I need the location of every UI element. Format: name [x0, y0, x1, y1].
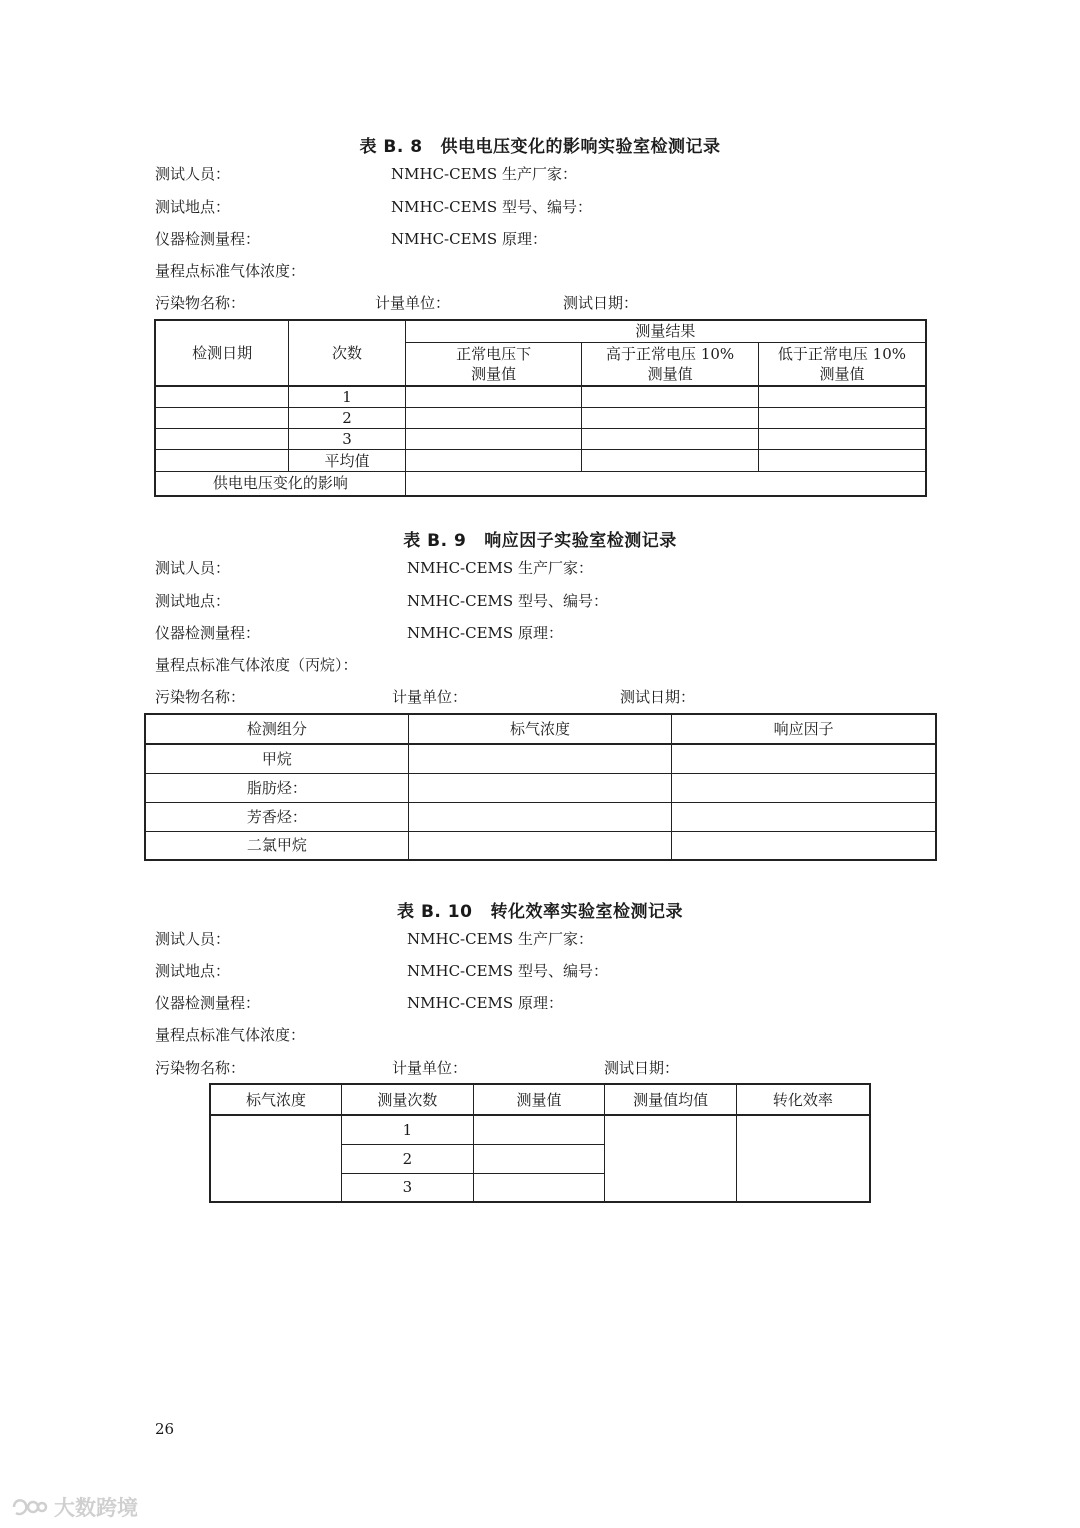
b10-header-std-gas: 标气浓度 — [210, 1084, 342, 1115]
table-b9-title-text: 响应因子实验室检测记录 — [484, 531, 677, 551]
table-row — [155, 472, 926, 496]
table-cell — [582, 408, 759, 429]
table-cell — [758, 386, 926, 408]
b10-row-count: 1 — [342, 1115, 474, 1144]
b10-unit-label: 计量单位： — [392, 1059, 468, 1077]
table-b10 — [209, 1083, 871, 1203]
table-b9-title — [0, 526, 1080, 551]
b8-footer-label: 供电电压变化的影响 — [155, 472, 405, 496]
b9-tester-label: 测试人员： — [155, 559, 231, 577]
b10-row-count: 3 — [342, 1173, 474, 1202]
b10-header-efficiency: 转化效率 — [736, 1084, 870, 1115]
b9-header-response-factor: 响应因子 — [672, 714, 936, 744]
b9-principle-label: NMHC-CEMS 原理： — [407, 624, 563, 642]
table-cell — [408, 773, 671, 802]
table-cell — [155, 450, 289, 472]
b8-principle-label: NMHC-CEMS 原理： — [391, 230, 547, 248]
table-row — [155, 450, 926, 472]
b8-header-high-line1: 高于正常电压 10% — [606, 344, 735, 363]
b8-location-label: 测试地点： — [155, 198, 231, 216]
table-cell — [405, 386, 582, 408]
b9-header-component: 检测组分 — [145, 714, 408, 744]
table-cell — [405, 408, 582, 429]
table-cell — [473, 1115, 605, 1144]
b10-principle-label: NMHC-CEMS 原理： — [407, 994, 563, 1012]
b10-pollutant-label: 污染物名称： — [155, 1059, 246, 1077]
b8-date-label: 测试日期： — [563, 294, 639, 312]
b8-unit-label: 计量单位： — [375, 294, 451, 312]
table-cell — [582, 386, 759, 408]
table-cell — [582, 450, 759, 472]
table-cell — [405, 450, 582, 472]
b8-row-count: 2 — [289, 408, 406, 429]
table-row — [145, 831, 936, 860]
table-b8-title-number: 表 B. 8 — [359, 137, 423, 157]
table-b9-title-number: 表 B. 9 — [403, 531, 467, 551]
b10-range-label: 仪器检测量程： — [155, 994, 261, 1012]
b8-header-low-line1: 低于正常电压 10% — [777, 344, 906, 363]
b10-header-value: 测量值 — [473, 1084, 605, 1115]
table-cell — [672, 744, 936, 773]
b8-header-high-line2: 测量值 — [647, 364, 693, 383]
b10-header-count: 测量次数 — [342, 1084, 474, 1115]
b8-header-high — [582, 342, 759, 386]
b9-row-component: 脂肪烃： — [145, 773, 408, 802]
b8-header-normal-line1: 正常电压下 — [456, 344, 532, 363]
b10-tester-label: 测试人员： — [155, 930, 231, 948]
table-cell — [672, 831, 936, 860]
table-row — [210, 1115, 870, 1144]
b9-manufacturer-label: NMHC-CEMS 生产厂家： — [407, 559, 593, 577]
table-cell — [408, 831, 671, 860]
b10-manufacturer-label: NMHC-CEMS 生产厂家： — [407, 930, 593, 948]
b8-header-low-line2: 测量值 — [819, 364, 865, 383]
page-number: 26 — [155, 1420, 175, 1438]
b9-header-std-gas: 标气浓度 — [408, 714, 671, 744]
b8-pollutant-label: 污染物名称： — [155, 294, 246, 312]
b8-row-count: 1 — [289, 386, 406, 408]
b10-location-label: 测试地点： — [155, 962, 231, 980]
b8-model-label: NMHC-CEMS 型号、编号： — [391, 198, 592, 216]
b10-header-mean: 测量值均值 — [605, 1084, 737, 1115]
table-cell — [605, 1115, 737, 1202]
table-b10-title — [0, 897, 1080, 922]
table-cell — [758, 429, 926, 450]
b9-range-label: 仪器检测量程： — [155, 624, 261, 642]
b9-date-label: 测试日期： — [620, 688, 696, 706]
b9-pollutant-label: 污染物名称： — [155, 688, 246, 706]
table-cell — [736, 1115, 870, 1202]
b8-header-count: 次数 — [289, 320, 406, 386]
table-cell — [155, 386, 289, 408]
b8-range-label: 仪器检测量程： — [155, 230, 261, 248]
b9-unit-label: 计量单位： — [392, 688, 468, 706]
table-row — [155, 429, 926, 450]
watermark — [8, 1492, 138, 1522]
table-cell — [408, 744, 671, 773]
b10-date-label: 测试日期： — [604, 1059, 680, 1077]
table-cell — [155, 429, 289, 450]
table-cell — [758, 450, 926, 472]
b8-row-average: 平均值 — [289, 450, 406, 472]
table-b9 — [144, 713, 937, 861]
b9-span-gas-label: 量程点标准气体浓度（丙烷）： — [155, 656, 358, 674]
table-b10-title-text: 转化效率实验室检测记录 — [490, 902, 683, 922]
table-cell — [405, 429, 582, 450]
b10-row-count: 2 — [342, 1144, 474, 1173]
b9-model-label: NMHC-CEMS 型号、编号： — [407, 592, 608, 610]
table-b8-title — [0, 132, 1080, 157]
b8-header-result: 测量结果 — [405, 320, 926, 342]
table-row — [155, 386, 926, 408]
b8-tester-label: 测试人员： — [155, 165, 231, 183]
b8-header-normal-line2: 测量值 — [471, 364, 517, 383]
table-cell — [582, 429, 759, 450]
table-cell — [155, 408, 289, 429]
watermark-logo-icon — [8, 1494, 48, 1520]
b8-header-date: 检测日期 — [155, 320, 289, 386]
table-b8 — [154, 319, 927, 497]
table-cell — [473, 1144, 605, 1173]
table-cell — [758, 408, 926, 429]
table-cell — [408, 802, 671, 831]
table-cell — [210, 1115, 342, 1202]
table-b8-title-text: 供电电压变化的影响实验室检测记录 — [440, 137, 721, 157]
table-row — [145, 773, 936, 802]
table-cell — [473, 1173, 605, 1202]
table-cell — [405, 472, 926, 496]
b8-header-low — [758, 342, 926, 386]
table-b10-title-number: 表 B. 10 — [397, 902, 473, 922]
b8-manufacturer-label: NMHC-CEMS 生产厂家： — [391, 165, 577, 183]
b8-row-count: 3 — [289, 429, 406, 450]
b9-row-component: 二氯甲烷 — [145, 831, 408, 860]
b8-span-gas-label: 量程点标准气体浓度： — [155, 262, 306, 280]
b9-location-label: 测试地点： — [155, 592, 231, 610]
b10-model-label: NMHC-CEMS 型号、编号： — [407, 962, 608, 980]
watermark-text: 大数跨境 — [54, 1496, 138, 1520]
table-cell — [672, 773, 936, 802]
b9-row-component: 芳香烃： — [145, 802, 408, 831]
table-row — [145, 744, 936, 773]
table-row — [145, 802, 936, 831]
b8-header-normal — [405, 342, 582, 386]
b10-span-gas-label: 量程点标准气体浓度： — [155, 1026, 306, 1044]
table-row — [155, 408, 926, 429]
b9-row-component: 甲烷 — [145, 744, 408, 773]
table-cell — [672, 802, 936, 831]
